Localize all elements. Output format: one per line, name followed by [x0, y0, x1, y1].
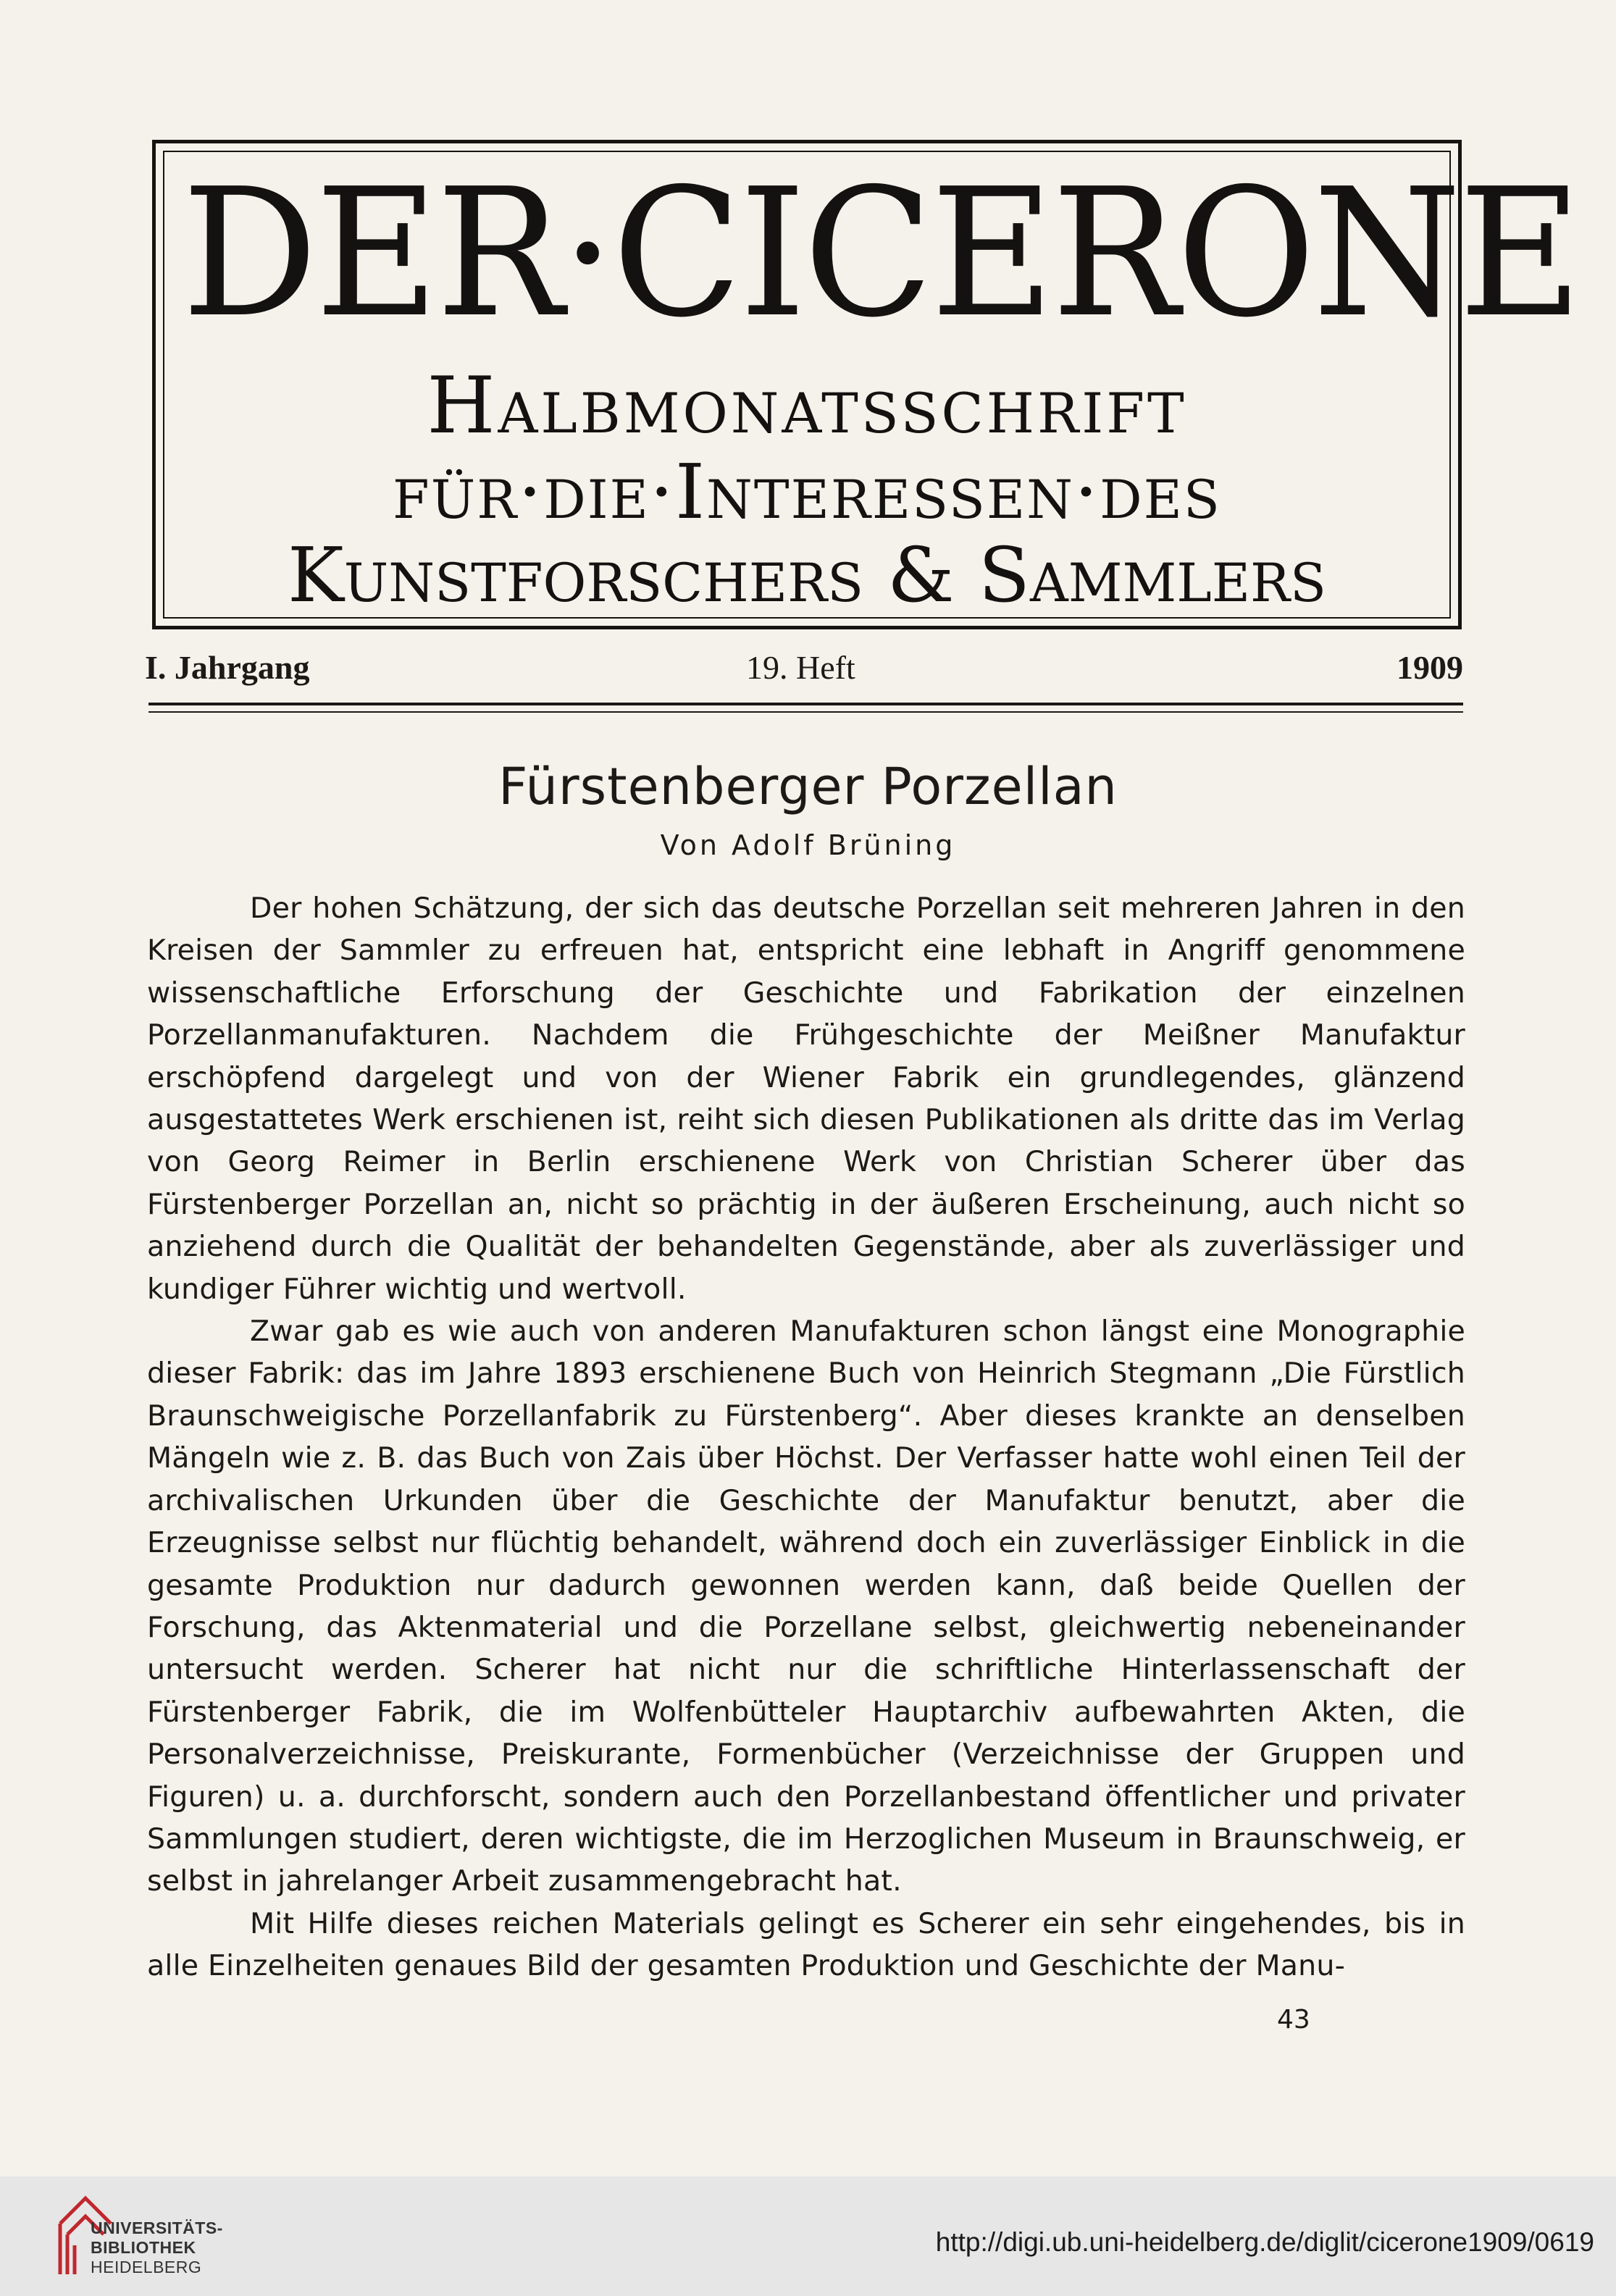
page-number: 43: [1277, 2005, 1310, 2035]
library-name-line3: HEIDELBERG: [91, 2258, 202, 2276]
issue-year: 1909: [1397, 649, 1463, 686]
volume-label: I. Jahrgang: [145, 649, 310, 686]
paragraph: Mit Hilfe dieses reichen Materials gelingt es Scherer ein sehr eingehendes, bis in alle Einzelheiten genaues Bild der gesamten Produktion und Geschichte der Manu-: [147, 1906, 1465, 1983]
source-url-link[interactable]: http://digi.ub.uni-heidelberg.de/diglit/cicerone1909/0619: [935, 2227, 1594, 2257]
masthead-frame: [152, 140, 1580, 629]
article-title: Fürstenberger Porzellan: [498, 757, 1118, 816]
paragraph: Zwar gab es wie auch von anderen Manufakturen schon längst eine Monographie dieser Fabrik: das im Jahre 1893 erschienene Buch von Heinrich Stegmann „Die Fürstlich Braunschweigische Porzellanfabrik zu Fürstenberg“. Aber dieses krankte an denselben Mängeln wie z. B. das Buch von Zais über Höchst. Der Verfasser hatte wohl einen Teil der archivalischen Urkunden über die Geschichte der Manufaktur benutzt, aber die Erzeugnisse selbst nur flüchtig behandelt, während doch ein zuverlässiger Einblick in die gesamte Produktion nur dadurch gewonnen werden kann, daß beide Quellen der Forschung, das Aktenmaterial und die Porzellane selbst, gleichwertig nebeneinander untersucht werden. Scherer hat nicht nur die schriftliche Hinterlassenschaft der Fürstenberger Fabrik, die im Wolfenbütteler Hauptarchiv aufbewahrten Akten, die Personalverzeichnisse, Preiskurante, Formenbücher (Verzeichnisse der Gruppen und Figuren) u. a. durchforscht, sondern auch den Porzellanbestand öffentlicher und privater Sammlungen studiert, deren wichtigste, die im Herzoglichen Museum in Braunschweig, er selbst in jahrelanger Arbeit zusammengebracht hat.: [147, 1315, 1465, 1898]
issue-line: [145, 648, 1463, 692]
journal-title: DER·CICERONE: [181, 151, 1580, 356]
journal-subtitle-line1: Halbmonatsschrift: [427, 361, 1187, 451]
issue-number: 19. Heft: [746, 649, 855, 686]
article-author: Von Adolf Brüning: [660, 829, 956, 861]
journal-subtitle-line2: für·die·Interessen·des: [393, 448, 1221, 536]
footer-bar: [0, 2176, 1616, 2296]
library-name-line2: BIBLIOTHEK: [91, 2238, 196, 2257]
paragraph: Der hohen Schätzung, der sich das deutsche Porzellan seit mehreren Jahren in den Kreisen der Sammler zu erfreuen hat, entspricht eine lebhaft in Angriff genommene wissenschaftliche Erforschung der Geschichte und Fabrikation der einzelnen Porzellanmanufakturen. Nachdem die Frühgeschichte der Meißner Manufaktur erschöpfend dargelegt und von der Wiener Fabrik ein grundlegendes, glänzend ausgestattetes Werk erschienen ist, reiht sich diesen Publikationen als dritte das im Verlag von Georg Reimer in Berlin erschienene Werk von Christian Scherer über das Fürstenberger Porzellan an, nicht so prächtig in der äußeren Erscheinung, auch nicht so anziehend durch die Qualität der behandelten Gegenstände, aber als zuverlässiger und kundiger Führer wichtig und wertvoll.: [147, 892, 1465, 1306]
journal-subtitle-line3: Kunstforschers & Sammlers: [288, 531, 1326, 619]
library-name-line1: UNIVERSITÄTS-: [91, 2219, 223, 2237]
double-rule-bottom: [148, 711, 1463, 713]
article-body: [147, 887, 1465, 1987]
library-name: [91, 2219, 223, 2277]
double-rule-top: [148, 703, 1463, 705]
